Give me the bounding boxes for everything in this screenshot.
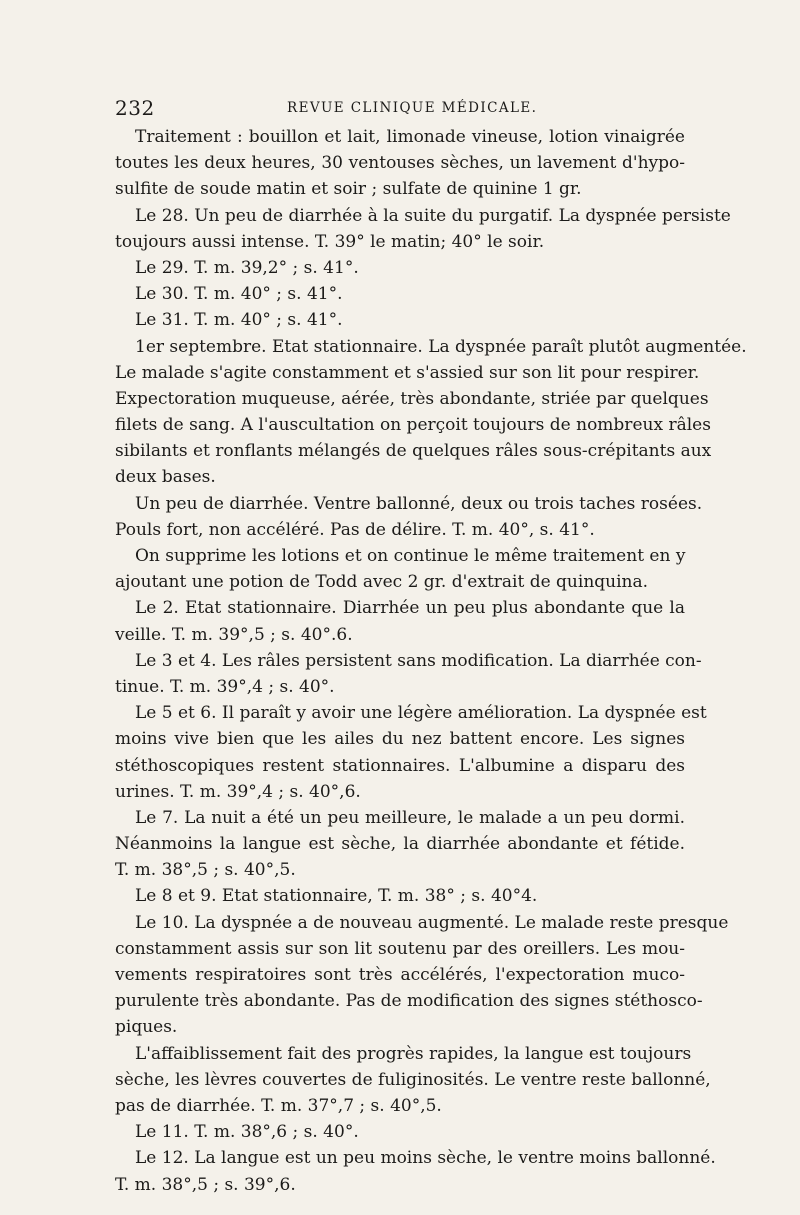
text-line: Le 30. T. m. 40° ; s. 41°. [135,284,343,305]
text-line: piques. [115,1017,178,1038]
text-line: purulente très abondante. Pas de modification des signes stéthosco- [115,991,703,1012]
text-line: sibilants et ronflants mélangés de quelques râles sous-crépitants aux [115,441,712,462]
body-text [115,124,747,1198]
text-line: Le 7. La nuit a été un peu meilleure, le malade a un peu dormi. [135,807,685,828]
text-line: toujours aussi intense. T. 39° le matin; 40° le soir. [115,231,545,252]
text-line: T. m. 38°,5 ; s. 40°,5. [115,860,296,881]
text-line: Traitement : bouillon et lait, limonade vineuse, lotion vinaigrée [135,127,685,147]
text-line: moins vive bien que les ailes du nez battent encore. Les signes [115,729,685,750]
text-line: deux bases. [115,467,216,488]
text-line: constamment assis sur son lit soutenu par des oreillers. Les mou- [115,938,685,959]
text-line: sèche, les lèvres couvertes de fuliginosités. Le ventre reste ballonné, [115,1069,711,1090]
text-line: L'affaiblissement fait des progrès rapides, la langue est toujours [135,1043,692,1064]
text-line: T. m. 38°,5 ; s. 39°,6. [115,1174,296,1195]
running-title: REVUE CLINIQUE MÉDICALE. [287,100,538,116]
text-line: Le 28. Un peu de diarrhée à la suite du purgatif. La dyspnée persiste [135,205,731,226]
text-line: Le 29. T. m. 39,2° ; s. 41°. [135,257,359,278]
text-line: On supprime les lotions et on continue le même traitement en y [135,546,686,566]
text-line: Le 31. T. m. 40° ; s. 41°. [135,310,343,331]
text-line: toutes les deux heures, 30 ventouses sèches, un lavement d'hypo- [115,153,685,174]
text-line: urines. T. m. 39°,4 ; s. 40°,6. [115,781,361,802]
text-line: Néanmoins la langue est sèche, la diarrhée abondante et fétide. [115,834,685,855]
text-line: Le 5 et 6. Il paraît y avoir une légère amélioration. La dyspnée est [135,703,707,724]
text-line: Pouls fort, non accéléré. Pas de délire. T. m. 40°, s. 41°. [115,519,595,540]
text-line: Un peu de diarrhée. Ventre ballonné, deux ou trois taches rosées. [135,493,703,514]
text-line: veille. T. m. 39°,5 ; s. 40°.6. [115,624,353,645]
text-line: Le 11. T. m. 38°,6 ; s. 40°. [135,1122,359,1143]
text-line: ajoutant une potion de Todd avec 2 gr. d'extrait de quinquina. [115,572,649,593]
text-line: 1er septembre. Etat stationnaire. La dyspnée paraît plutôt augmentée. [135,336,747,357]
text-line: Le 8 et 9. Etat stationnaire, T. m. 38° ; s. 40°4. [135,886,538,907]
text-line: vements respiratoires sont très accélérés, l'expectoration muco- [115,965,685,985]
text-line: tinue. T. m. 39°,4 ; s. 40°. [115,676,335,697]
text-line: Le 3 et 4. Les râles persistent sans modification. La diarrhée con- [135,650,702,671]
text-line: stéthoscopiques restent stationnaires. L'albumine a disparu des [115,755,685,776]
text-line: Le 12. La langue est un peu moins sèche, le ventre moins ballonné. [135,1148,716,1169]
text-line: filets de sang. A l'auscultation on perçoit toujours de nombreux râles [115,415,711,436]
page-number: 232 [115,96,155,120]
page-header [115,96,685,124]
text-line: Le 10. La dyspnée a de nouveau augmenté. Le malade reste presque [135,912,729,933]
text-line: Expectoration muqueuse, aérée, très abondante, striée par quelques [115,388,709,409]
text-line: Le malade s'agite constamment et s'assied sur son lit pour respirer. [115,362,700,383]
text-line: sulfite de soude matin et soir ; sulfate de quinine 1 gr. [115,179,582,200]
text-line: Le 2. Etat stationnaire. Diarrhée un peu plus abondante que la [135,598,685,619]
text-line: pas de diarrhée. T. m. 37°,7 ; s. 40°,5. [115,1095,442,1116]
